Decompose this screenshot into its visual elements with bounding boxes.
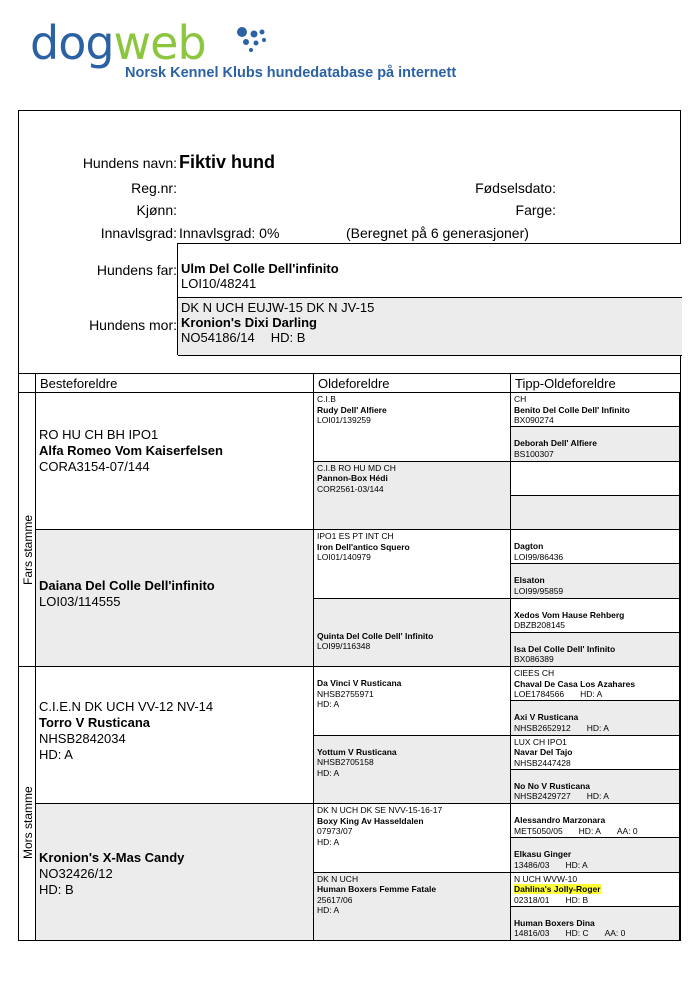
grandparent-name: Alfa Romeo Vom Kaiserfelsen — [39, 443, 223, 458]
great-great-grandparent-cell — [511, 393, 680, 427]
great-great-grandparent-hd: HD: C — [565, 928, 589, 939]
sex-label: Kjønn: — [136, 202, 177, 218]
great-great-grandparent-reg-line — [514, 552, 676, 563]
grandparent-reg: LOI03/114555 — [39, 594, 121, 609]
col-header-great-great — [511, 374, 681, 393]
mother-hd: HD: B — [270, 330, 306, 345]
great-great-grandparent-hd: HD: A — [586, 722, 609, 733]
grandparent-content — [39, 699, 310, 763]
great-great-grandparent-aa: AA: 0 — [616, 825, 638, 836]
great-great-grandparent-name — [514, 405, 676, 416]
great-great-grandparent-name-text: Chaval De Casa Los Azahares — [514, 678, 636, 689]
color-label: Farge: — [515, 202, 556, 218]
grandparent-content — [39, 427, 310, 475]
great-great-grandparent-name-text: Benito Del Colle Dell' Infinito — [514, 404, 630, 415]
side-label-mother — [19, 667, 36, 941]
great-great-grandparent-reg-line — [514, 791, 676, 802]
col-header-grandparents-label: Besteforeldre — [40, 376, 118, 391]
great-great-grandparent-name-text: Dahlina's Jolly-Roger — [514, 884, 601, 894]
great-great-grandparent-name — [514, 610, 676, 621]
great-great-grandparent-hd: HD: A — [565, 859, 588, 870]
father-label: Hundens far: — [96, 262, 177, 278]
great-great-grandparent-reg-line — [514, 758, 676, 769]
great-grandparent-name: Yottum V Rusticana — [317, 746, 397, 757]
great-great-grandparent-name — [514, 575, 676, 586]
great-great-grandparent-cell — [511, 770, 680, 804]
col-header-great-great-label: Tipp-Oldeforeldre — [515, 376, 616, 391]
great-grandparent-cell — [314, 804, 511, 873]
great-great-grandparent-cell — [511, 427, 680, 461]
name-label: Hundens navn: — [82, 155, 177, 171]
great-great-grandparent-reg-line — [514, 928, 676, 939]
great-great-grandparent-cell — [511, 530, 680, 564]
great-grandparent-name: Quinta Del Colle Dell' Infinito — [317, 630, 434, 641]
great-great-grandparent-name-text: Deborah Dell' Alfiere — [514, 438, 597, 449]
great-great-grandparent-aa: AA: 0 — [604, 928, 626, 939]
great-great-grandparent-hd: HD: A — [580, 689, 603, 699]
mother-reg: NO54186/14 — [181, 330, 255, 345]
great-great-grandparent-name-text: Dagton — [514, 541, 544, 551]
great-great-grandparent-name — [514, 815, 676, 826]
great-grandparent-reg: NHSB2705158 — [317, 757, 374, 767]
col-header-great-label: Oldeforeldre — [318, 376, 390, 391]
grandparent-content — [39, 578, 310, 610]
side-label-father-text: Fars stamme — [21, 514, 35, 585]
grandparent-name: Kronion's X-Mas Candy — [39, 850, 185, 865]
great-grandparent-name: Iron Dell'antico Squero — [317, 541, 410, 552]
great-great-grandparent-reg: LOE1784566 — [514, 689, 565, 699]
great-great-grandparent-cell — [511, 804, 680, 838]
great-great-grandparent-reg: BX086389 — [514, 654, 554, 665]
great-great-grandparent-name-text: Human Boxers Dina — [514, 917, 595, 928]
logo-tagline: Norsk Kennel Klubs hundedatabase på internett — [125, 65, 457, 81]
pedigree-document — [18, 110, 681, 941]
great-great-grandparent-cell — [511, 736, 680, 770]
father-reg: LOI10/48241 — [181, 276, 257, 291]
dogweb-logo — [30, 18, 510, 88]
great-great-grandparent-reg-line — [514, 723, 676, 734]
great-great-grandparent-reg: NHSB2447428 — [514, 757, 571, 768]
great-great-grandparent-reg: DBZB208145 — [514, 620, 566, 630]
great-great-grandparent-reg-line — [514, 620, 676, 631]
great-grandparent-reg: NHSB2755971 — [317, 688, 374, 699]
great-grandparent-reg: LOI99/116348 — [317, 641, 371, 651]
great-great-grandparent-name — [514, 884, 676, 895]
col-header-grandparents — [36, 374, 314, 393]
great-great-grandparent-reg-line — [514, 586, 676, 597]
great-grandparent-cell — [314, 530, 511, 599]
great-great-grandparent-hd: HD: A — [578, 825, 601, 836]
great-great-grandparent-cell — [511, 599, 680, 633]
great-great-grandparent-titles: LUX CH IPO1 — [514, 736, 567, 747]
great-great-grandparent-name-text: Axi V Rusticana — [514, 712, 579, 723]
great-great-grandparent-reg: NHSB2652912 — [514, 722, 571, 733]
grandparent-cell — [36, 804, 314, 941]
great-great-grandparent-titles: CH — [514, 394, 527, 404]
side-label-father — [19, 393, 36, 667]
logo-dots-icon — [232, 24, 272, 54]
mother-label: Hundens mor: — [89, 317, 177, 333]
great-great-grandparent-cell — [511, 701, 680, 735]
great-great-grandparent-cell — [511, 633, 680, 667]
great-great-grandparent-reg: NHSB2429727 — [514, 791, 571, 802]
great-great-grandparent-reg: BX090274 — [514, 415, 554, 425]
great-great-grandparent-cell — [511, 667, 680, 701]
great-great-grandparent-reg: 02318/01 — [514, 894, 550, 905]
great-grandparent-cell — [314, 873, 511, 942]
great-great-grandparent-cell — [511, 838, 680, 872]
great-grandparent-name: Pannon-Box Hédi — [317, 473, 388, 483]
inbreeding-note: (Beregnet på 6 generasjoner) — [346, 225, 529, 241]
birth-label: Fødselsdato: — [475, 180, 556, 196]
grandparent-name: Daiana Del Colle Dell'infinito — [39, 578, 215, 593]
great-great-grandparent-reg-line — [514, 860, 676, 871]
great-great-grandparent-name — [514, 849, 676, 860]
great-grandparent-titles: DK N UCH — [317, 873, 359, 884]
great-great-grandparent-reg-line — [514, 826, 676, 837]
great-great-grandparent-name — [514, 781, 676, 792]
great-great-grandparent-cell — [511, 873, 680, 907]
great-great-grandparent-cell — [511, 462, 680, 496]
logo-wordmark: dogweb — [30, 16, 206, 70]
great-grandparent-name: Rudy Dell' Alfiere — [317, 404, 387, 415]
grandparent-cell — [36, 667, 314, 804]
great-grandparent-titles: C.I.B RO HU MD CH — [317, 462, 396, 473]
great-great-grandparent-reg: 14816/03 — [514, 928, 550, 939]
great-grandparent-reg: 07973/07 — [317, 826, 353, 836]
grandparent-reg: NHSB2842034 — [39, 731, 126, 746]
great-grandparent-reg: 25617/06 — [317, 894, 353, 905]
great-grandparent-hd: HD: A — [317, 836, 340, 847]
great-great-grandparent-name — [514, 644, 676, 655]
reg-label: Reg.nr: — [131, 180, 177, 196]
great-grandparent-name: Da Vinci V Rusticana — [317, 678, 402, 688]
great-grandparent-hd: HD: A — [317, 699, 340, 709]
great-grandparent-name: Human Boxers Femme Fatale — [317, 884, 437, 894]
father-entry — [178, 244, 682, 298]
great-great-grandparent-reg-line — [514, 689, 676, 700]
great-great-grandparent-name — [514, 438, 676, 449]
great-grandparent-cell — [314, 736, 511, 805]
great-grandparent-hd: HD: A — [317, 767, 340, 778]
father-name: Ulm Del Colle Dell'infinito — [181, 261, 339, 276]
great-grandparent-reg: LOI01/140979 — [317, 552, 371, 562]
great-great-grandparent-name-text: Alessandro Marzonara — [514, 815, 606, 825]
great-great-grandparent-name — [514, 747, 676, 758]
great-great-grandparent-titles: N UCH WVW-10 — [514, 873, 578, 884]
grandparent-titles: RO HU CH BH IPO1 — [39, 427, 159, 442]
great-great-grandparent-reg: 13486/03 — [514, 859, 550, 870]
great-great-grandparent-cell — [511, 496, 680, 530]
great-grandparent-cell — [314, 599, 511, 668]
great-great-grandparent-cell — [511, 907, 680, 941]
mother-entry — [178, 298, 682, 356]
inbreeding-label: Innavlsgrad: — [100, 225, 177, 241]
great-great-grandparent-cell — [511, 564, 680, 598]
side-label-mother-text: Mors stamme — [21, 786, 35, 859]
great-grandparent-cell — [314, 667, 511, 736]
great-great-grandparent-reg: MET5050/05 — [514, 825, 563, 836]
great-great-grandparent-name-text: Xedos Vom Hause Rehberg — [514, 609, 625, 620]
great-grandparent-titles: IPO1 ES PT INT CH — [317, 531, 394, 541]
inbreeding-value: Innavlsgrad: 0% — [179, 225, 280, 241]
great-grandparent-titles: C.I.B — [317, 394, 336, 404]
mother-name: Kronion's Dixi Darling — [181, 315, 317, 330]
great-great-grandparent-hd: HD: B — [565, 894, 589, 905]
great-grandparent-reg: COR2561-03/144 — [317, 483, 384, 494]
col-header-great — [314, 374, 511, 393]
great-great-grandparent-name-text: Isa Del Colle Dell' Infinito — [514, 643, 616, 654]
pedigree-grid — [19, 373, 680, 940]
grandparent-hd: HD: B — [39, 882, 74, 897]
great-grandparent-cell — [314, 462, 511, 531]
great-grandparent-reg: LOI01/139259 — [317, 415, 371, 425]
great-great-grandparent-name-text: Elsaton — [514, 575, 545, 586]
grandparent-content — [39, 850, 310, 898]
mother-titles: DK N UCH EUJW-15 DK N JV-15 — [181, 300, 375, 315]
great-great-grandparent-reg-line — [514, 895, 676, 906]
great-great-grandparent-titles: CIEES CH — [514, 668, 555, 678]
grandparent-hd: HD: A — [39, 747, 73, 762]
great-great-grandparent-name — [514, 541, 676, 552]
great-grandparent-cell — [314, 393, 511, 462]
grandparent-reg: CORA3154-07/144 — [39, 459, 150, 474]
great-great-grandparent-reg: LOI99/95859 — [514, 585, 564, 596]
great-grandparent-titles: DK N UCH DK SE NVV-15-16-17 — [317, 805, 443, 815]
great-great-grandparent-reg: BS100307 — [514, 448, 554, 459]
great-great-grandparent-hd: HD: A — [586, 791, 609, 802]
dog-name: Fiktiv hund — [179, 152, 275, 172]
great-great-grandparent-reg-line — [514, 654, 676, 665]
great-great-grandparent-name — [514, 918, 676, 929]
grandparent-name: Torro V Rusticana — [39, 715, 151, 730]
grandparent-reg: NO32426/12 — [39, 866, 113, 881]
grandparent-cell — [36, 530, 314, 667]
parents-box — [177, 243, 681, 355]
great-grandparent-name: Boxy King Av Hasseldalen — [317, 815, 424, 826]
great-great-grandparent-reg: LOI99/86436 — [514, 551, 564, 562]
great-great-grandparent-name-text: Elkasu Ginger — [514, 849, 572, 860]
grandparent-titles: C.I.E.N DK UCH VV-12 NV-14 — [39, 699, 214, 714]
great-grandparent-hd: HD: A — [317, 905, 340, 915]
col-header-blank — [19, 374, 36, 393]
great-great-grandparent-reg-line — [514, 415, 676, 426]
great-great-grandparent-name — [514, 679, 676, 690]
great-great-grandparent-name-text: Navar Del Tajo — [514, 747, 573, 757]
great-great-grandparent-name-text: No No V Rusticana — [514, 780, 591, 791]
great-great-grandparent-reg-line — [514, 449, 676, 460]
grandparent-cell — [36, 393, 314, 530]
dog-header — [19, 111, 680, 373]
great-great-grandparent-name — [514, 712, 676, 723]
